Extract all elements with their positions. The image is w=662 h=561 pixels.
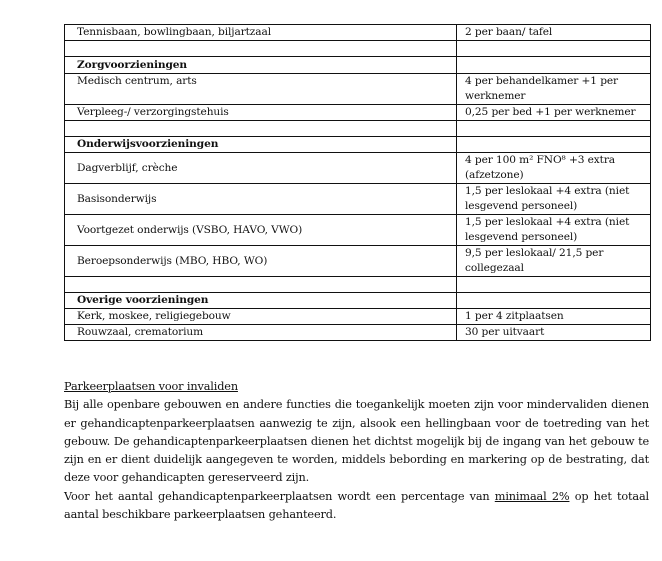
row-label: Voortgezet onderwijs (VSBO, HAVO, VWO) [65,215,457,246]
paragraph-text: Voor het aantal gehandicaptenparkeerplaatsen wordt een percentage van [64,489,495,503]
row-label [65,277,457,293]
parking-norms-table [64,24,651,341]
row-value [457,277,651,293]
row-label: Kerk, moskee, religiegebouw [65,309,457,325]
row-value: 0,25 per bed +1 per werknemer [457,105,651,121]
table-row-blank [65,277,651,293]
row-label: Medisch centrum, arts [65,74,457,105]
table-row [65,325,651,341]
table-row [65,25,651,41]
section-paragraph: Bij alle openbare gebouwen en andere functies die toegankelijk moeten zijn voor mindervaliden dienen er gehandicaptenparkeerplaatsen aanwezig te zijn, alsook een hellingbaan voor de toetreding van het gebouw. De gehandicaptenparkeerplaatsen dienen het dichtst mogelijk bij de ingang van het gebouw te zijn en er dient duidelijk aangegeven te worden, middels bebording en markering op de bestrating, dat deze voor gehandicapten gereserveerd zijn. [64,398,649,485]
row-label [65,41,457,57]
table-row [65,184,651,215]
category-heading: Zorgvoorzieningen [65,57,457,74]
row-label [65,121,457,137]
row-value: 30 per uitvaart [457,325,651,341]
table-row [65,74,651,105]
row-value: 1,5 per leslokaal +4 extra (niet lesgevend personeel) [457,215,651,246]
row-value: 2 per baan/ tafel [457,25,651,41]
table-row-category [65,293,651,309]
table-row-blank [65,41,651,57]
section-paragraph-percentage [64,488,649,525]
row-value [457,137,651,153]
minimum-percentage: minimaal 2% [494,489,570,503]
table-row [65,309,651,325]
row-value: 4 per behandelkamer +1 per werknemer [457,74,651,105]
category-heading: Onderwijsvoorzieningen [65,137,457,153]
table-row [65,246,651,277]
row-value: 1 per 4 zitplaatsen [457,309,651,325]
row-value: 1,5 per leslokaal +4 extra (niet lesgevend personeel) [457,184,651,215]
table-row [65,153,651,184]
row-value [457,121,651,137]
category-heading: Overige voorzieningen [65,293,457,309]
table-row-category [65,137,651,153]
table-row [65,215,651,246]
table-row [65,105,651,121]
paragraph-text: op het totaal aantal beschikbare parkeerplaatsen gehanteerd. [64,489,650,522]
row-label: Dagverblijf, crèche [65,153,457,184]
row-value: 9,5 per leslokaal/ 21,5 per collegezaal [457,246,651,277]
row-value [457,293,651,309]
table-row-blank [65,121,651,137]
row-label: Basisonderwijs [65,184,457,215]
row-value [457,57,651,74]
row-label: Verpleeg-/ verzorgingstehuis [65,105,457,121]
row-value [457,41,651,57]
row-value: 4 per 100 m² FNO⁸ +3 extra (afzetzone) [457,153,651,184]
row-label: Rouwzaal, crematorium [65,325,457,341]
row-label: Beroepsonderwijs (MBO, HBO, WO) [65,246,457,277]
section-heading: Parkeerplaatsen voor invaliden [64,380,238,393]
disabled-parking-section [64,378,649,524]
row-label: Tennisbaan, bowlingbaan, biljartzaal [65,25,457,41]
table-row-category [65,57,651,74]
